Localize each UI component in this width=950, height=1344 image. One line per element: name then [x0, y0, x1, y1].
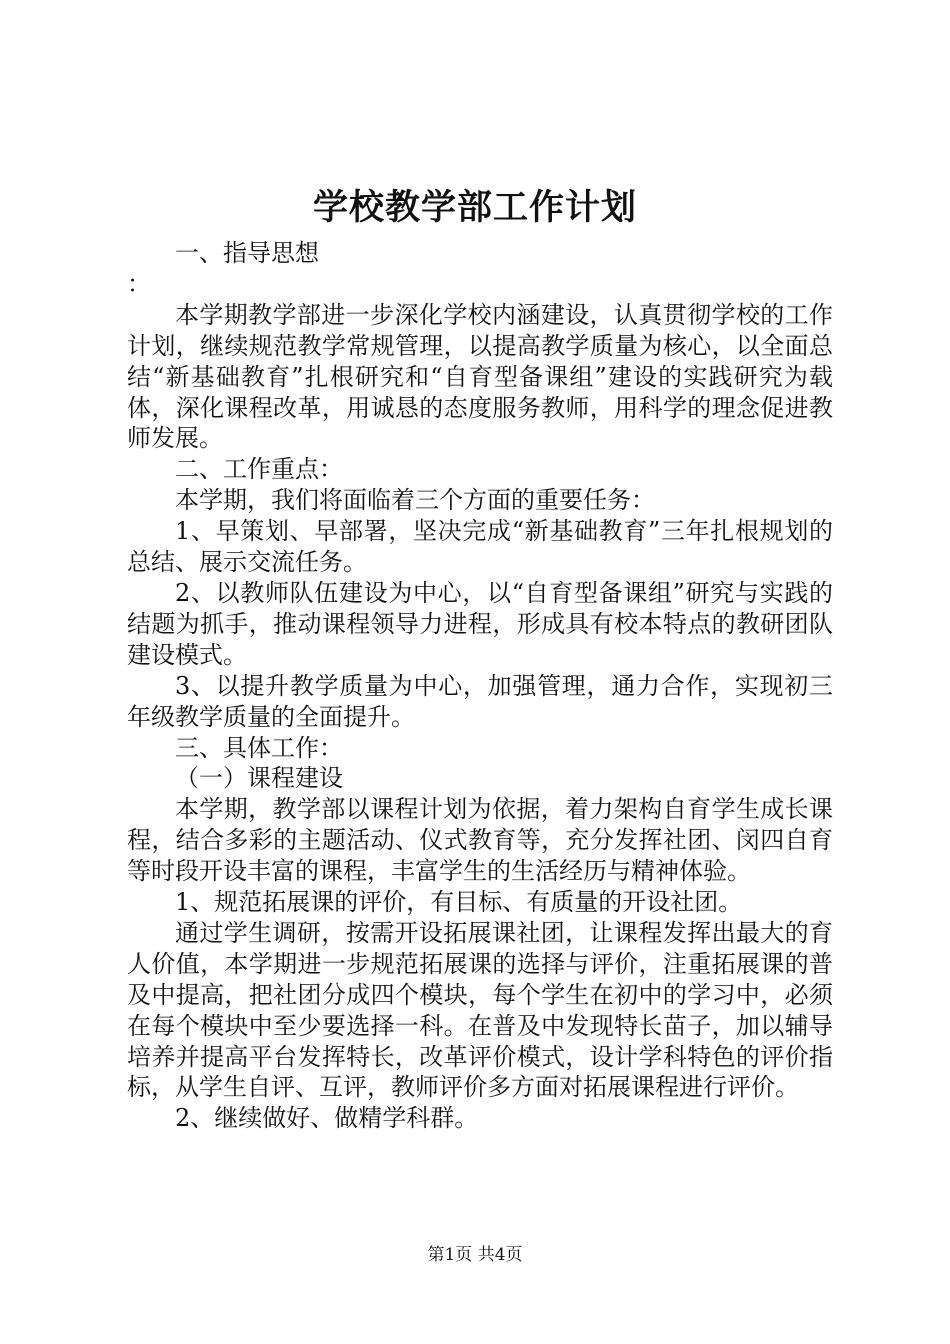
- stray-colon: ：: [127, 269, 151, 298]
- paragraph-curriculum: 本学期，教学部以课程计划为依据，着力架构自育学生成长课程，结合多彩的主题活动、仪式教育等，充分发挥社团、闵四自育等时段开设丰富的课程，丰富学生的生活经历与精神体验。: [127, 795, 833, 886]
- paragraph-guiding-ideology: 本学期教学部进一步深化学校内涵建设，认真贯彻学校的工作计划，继续规范教学常规管理，以提高教学质量为核心，以全面总结“新基础教育”扎根研究和“自育型备课组”建设的实践研究为载体，深化课程改革，用诚恳的态度服务教师，用科学的理念促进教师发展。: [127, 300, 833, 453]
- section-heading-guiding-ideology: 一、指导思想: [175, 239, 319, 267]
- subsection-heading-curriculum: （一）课程建设: [175, 764, 343, 793]
- document-title: 学校教学部工作计划: [312, 187, 637, 228]
- list-item-task-1: 1、早策划、早部署，坚决完成“新基础教育”三年扎根规划的总结、展示交流任务。: [127, 517, 833, 577]
- paragraph-tasks-intro: 本学期，我们将面临着三个方面的重要任务：: [175, 486, 655, 515]
- list-item-extension-courses: 1、规范拓展课的评价，有目标、有质量的开设社团。: [175, 888, 743, 917]
- section-heading-work-focus: 二、工作重点：: [175, 455, 343, 484]
- list-item-task-2: 2、以教师队伍建设为中心，以“自育型备课组”研究与实践的结题为抓手，推动课程领导力进程，形成具有校本特点的教研团队建设模式。: [127, 578, 833, 669]
- list-item-task-3: 3、以提升教学质量为中心，加强管理，通力合作，实现初三年级教学质量的全面提升。: [127, 671, 833, 731]
- document-body: [127, 238, 833, 1134]
- page-footer: 第1页 共4页: [427, 1245, 523, 1265]
- paragraph-extension-courses: 通过学生调研，按需开设拓展课社团，让课程发挥出最大的育人价值，本学期进一步规范拓展课的选择与评价，注重拓展课的普及中提高，把社团分成四个模块，每个学生在初中的学习中，必须在每个模块中至少要选择一科。在普及中发现特长苗子，加以辅导培养并提高平台发挥特长，改革评价模式，设计学科特色的评价指标，从学生自评、互评，教师评价多方面对拓展课程进行评价。: [127, 918, 833, 1102]
- list-item-subject-groups: 2、继续做好、做精学科群。: [175, 1104, 479, 1133]
- section-heading-specific-work: 三、具体工作：: [175, 733, 343, 762]
